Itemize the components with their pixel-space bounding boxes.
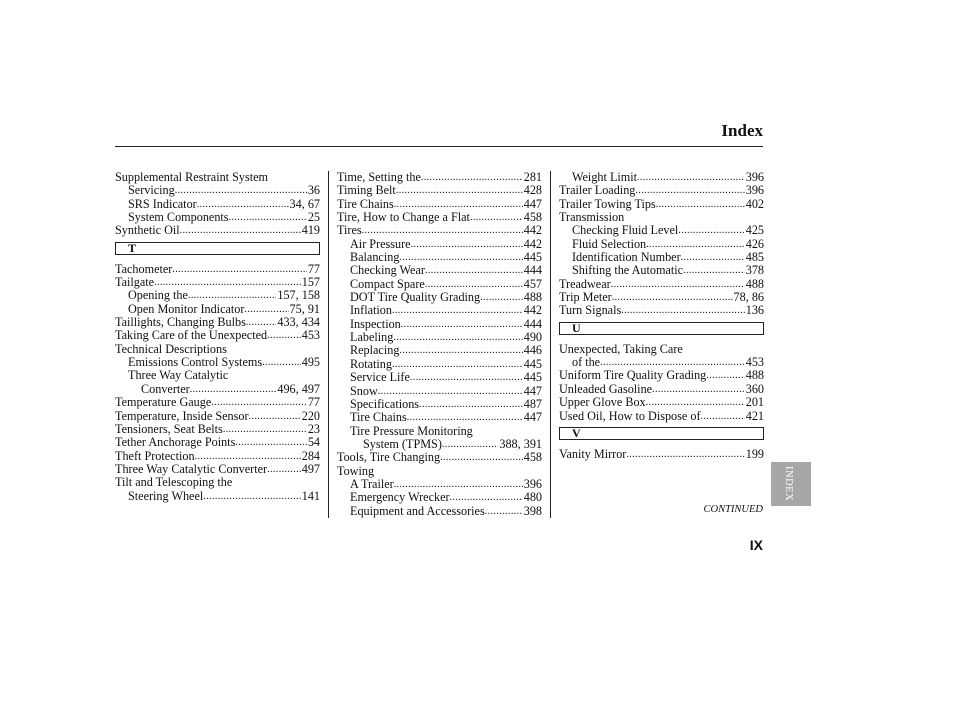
index-entry[interactable] [559, 278, 764, 291]
index-entry[interactable] [337, 438, 542, 451]
entry-term: Identification Number [572, 250, 681, 265]
index-entry[interactable] [115, 423, 320, 436]
entry-term: Trip Meter [559, 290, 612, 305]
index-entry[interactable] [337, 478, 542, 491]
index-entry[interactable] [559, 264, 764, 277]
dot-leader [195, 450, 301, 463]
index-entry[interactable] [559, 251, 764, 264]
dot-leader [399, 344, 522, 357]
dot-leader [450, 491, 523, 504]
entry-page: 426 [745, 236, 764, 251]
index-column-1 [115, 171, 320, 503]
index-entry[interactable] [559, 238, 764, 251]
dot-leader [425, 264, 523, 277]
dot-leader [421, 171, 523, 184]
index-entry[interactable] [115, 303, 320, 316]
entry-term: Tachometer [115, 261, 173, 276]
entry-page: 77 [307, 395, 320, 410]
dot-leader [621, 304, 745, 317]
index-column-2 [337, 171, 542, 518]
entry-term: Emissions Control Systems [128, 355, 263, 370]
index-entry[interactable] [337, 371, 542, 384]
dot-leader [401, 318, 523, 331]
entry-term: Shifting the Automatic [572, 263, 684, 278]
entry-term: Tether Anchorage Points [115, 435, 236, 450]
index-entry[interactable] [115, 276, 320, 289]
index-entry[interactable] [559, 343, 764, 356]
entry-page: 77 [307, 261, 320, 276]
index-entry[interactable] [337, 491, 542, 504]
entry-term: System Components [128, 210, 229, 225]
entry-page: 398 [523, 503, 542, 518]
dot-leader [267, 329, 301, 342]
entry-page: 201 [745, 395, 764, 410]
entry-page: 442 [523, 223, 542, 238]
entry-term: Servicing [128, 183, 175, 198]
index-column-3 [559, 171, 764, 461]
entry-term: Balancing [350, 250, 400, 265]
entry-term: Synthetic Oil [115, 223, 180, 238]
entry-term: Unexpected, Taking Care [559, 341, 683, 356]
side-tab-label: INDEX [783, 466, 794, 502]
entry-term: Labeling [350, 330, 394, 345]
entry-page: 402 [745, 196, 764, 211]
entry-term: Rotating [350, 356, 392, 371]
entry-page: 34, 67 [289, 196, 320, 211]
index-entry[interactable] [115, 184, 320, 197]
index-entry[interactable] [337, 331, 542, 344]
index-entry[interactable] [337, 465, 542, 478]
entry-page: 447 [523, 410, 542, 425]
entry-term: Three Way Catalytic Converter [115, 461, 268, 476]
entry-page: 157, 158 [277, 288, 320, 303]
dot-leader [637, 171, 745, 184]
entry-term: Compact Spare [350, 276, 425, 291]
dot-leader [172, 263, 306, 276]
entry-page: 199 [745, 446, 764, 461]
entry-term: Inflation [350, 303, 392, 318]
entry-term: Fluid Selection [572, 236, 647, 251]
entry-term: Temperature, Inside Sensor [115, 408, 249, 423]
index-entry[interactable] [115, 171, 320, 184]
dot-leader [701, 410, 745, 423]
dot-leader [223, 423, 307, 436]
column-divider [550, 171, 551, 518]
entry-term: Tire Chains [337, 196, 394, 211]
entry-page: 497 [301, 461, 320, 476]
dot-leader [600, 356, 745, 369]
entry-term: Snow [350, 383, 378, 398]
entry-page: 281 [523, 170, 542, 184]
dot-leader [678, 224, 744, 237]
dot-leader [440, 451, 523, 464]
entry-page: 396 [745, 183, 764, 198]
entry-term: Converter [141, 381, 190, 396]
entry-term: Uniform Tire Quality Grading [559, 368, 707, 383]
entry-term: Open Monitor Indicator [128, 301, 245, 316]
index-entry[interactable] [337, 385, 542, 398]
section-header: U [559, 322, 764, 335]
entry-term: System (TPMS) [363, 436, 442, 451]
entry-page: 445 [523, 370, 542, 385]
entry-page: 444 [523, 316, 542, 331]
dot-leader [470, 211, 523, 224]
entry-term: Transmission [559, 210, 625, 225]
index-entry[interactable] [337, 318, 542, 331]
dot-leader [635, 184, 744, 197]
entry-term: Supplemental Restraint System [115, 170, 269, 184]
entry-page: 444 [523, 263, 542, 278]
index-entry[interactable] [337, 264, 542, 277]
index-entry[interactable] [559, 184, 764, 197]
entry-term: Tire, How to Change a Flat [337, 210, 470, 225]
entry-page: 480 [523, 490, 542, 505]
dot-leader [197, 198, 289, 211]
entry-term: Timing Belt [337, 183, 396, 198]
entry-page: 220 [301, 408, 320, 423]
dot-leader [246, 316, 277, 329]
page-number: IX [749, 537, 763, 553]
dot-leader [244, 303, 288, 316]
entry-term: DOT Tire Quality Grading [350, 290, 481, 305]
entry-page: 360 [745, 381, 764, 396]
index-entry[interactable] [115, 289, 320, 302]
entry-page: 425 [745, 223, 764, 238]
page-title: Index [721, 121, 763, 140]
entry-page: 36 [307, 183, 320, 198]
entry-page: 495 [301, 355, 320, 370]
index-entry[interactable] [559, 356, 764, 369]
entry-page: 446 [523, 343, 542, 358]
index-entry[interactable] [115, 410, 320, 423]
entry-page: 490 [523, 330, 542, 345]
dot-leader [175, 184, 307, 197]
title-rule [115, 146, 763, 147]
entry-page: 442 [523, 303, 542, 318]
entry-term: Towing [337, 463, 375, 478]
entry-page: 388, 391 [499, 436, 542, 451]
entry-term: Replacing [350, 343, 400, 358]
dot-leader [394, 478, 523, 491]
dot-leader [646, 238, 745, 251]
index-entry[interactable] [115, 224, 320, 237]
dot-leader [393, 331, 522, 344]
dot-leader [394, 198, 523, 211]
index-entry[interactable] [115, 198, 320, 211]
dot-leader [419, 398, 523, 411]
entry-term: Turn Signals [559, 303, 622, 318]
dot-leader [267, 463, 301, 476]
column-divider [328, 171, 329, 518]
entry-term: Temperature Gauge [115, 395, 212, 410]
index-entry[interactable] [337, 505, 542, 518]
index-entry[interactable] [115, 383, 320, 396]
index-entry[interactable] [337, 211, 542, 224]
index-entry[interactable] [115, 396, 320, 409]
dot-leader [362, 224, 523, 237]
entry-term: Tires [337, 223, 362, 238]
index-entry[interactable] [559, 304, 764, 317]
entry-page: 458 [523, 450, 542, 465]
entry-term: Unleaded Gasoline [559, 381, 653, 396]
index-entry[interactable] [115, 329, 320, 342]
entry-term: Taillights, Changing Bulbs [115, 315, 246, 330]
dot-leader [480, 291, 523, 304]
entry-page: 284 [301, 448, 320, 463]
entry-term: Trailer Towing Tips [559, 196, 656, 211]
dot-leader [706, 369, 744, 382]
entry-page: 428 [523, 183, 542, 198]
index-entry[interactable] [115, 463, 320, 476]
dot-leader [411, 238, 523, 251]
entry-term: of the [572, 355, 601, 370]
index-entry[interactable] [337, 358, 542, 371]
dot-leader [611, 278, 745, 291]
entry-term: Air Pressure [350, 236, 411, 251]
entry-page: 447 [523, 196, 542, 211]
index-entry[interactable] [115, 316, 320, 329]
index-entry[interactable] [115, 343, 320, 356]
dot-leader [626, 448, 744, 461]
section-header: T [115, 242, 320, 255]
entry-page: 496, 497 [277, 381, 320, 396]
index-entry[interactable] [559, 224, 764, 237]
dot-leader [392, 304, 523, 317]
dot-leader [681, 251, 745, 264]
entry-term: Trailer Loading [559, 183, 636, 198]
entry-term: Treadwear [559, 276, 611, 291]
index-entry[interactable] [337, 451, 542, 464]
entry-term: Weight Limit [572, 170, 638, 184]
index-entry[interactable] [559, 369, 764, 382]
entry-term: Opening the [128, 288, 188, 303]
entry-page: 157 [301, 275, 320, 290]
entry-page: 25 [307, 210, 320, 225]
index-entry[interactable] [115, 476, 320, 489]
entry-page: 488 [745, 276, 764, 291]
entry-page: 445 [523, 356, 542, 371]
entry-page: 378 [745, 263, 764, 278]
entry-page: 458 [523, 210, 542, 225]
entry-term: Tilt and Telescoping the [115, 475, 233, 490]
entry-page: 485 [745, 250, 764, 265]
dot-leader [378, 385, 523, 398]
index-entry[interactable] [337, 344, 542, 357]
entry-term: Tensioners, Seat Belts [115, 421, 223, 436]
entry-term: Service Life [350, 370, 410, 385]
entry-page: 453 [745, 355, 764, 370]
section-header: V [559, 427, 764, 440]
entry-term: Theft Protection [115, 448, 195, 463]
entry-term: Emergency Wrecker [350, 490, 450, 505]
entry-term: Inspection [350, 316, 401, 331]
entry-page: 487 [523, 396, 542, 411]
entry-page: 136 [745, 303, 764, 318]
dot-leader [407, 411, 523, 424]
dot-leader [235, 436, 306, 449]
dot-leader [442, 438, 498, 451]
dot-leader [180, 224, 301, 237]
entry-term: Specifications [350, 396, 420, 411]
index-entry[interactable] [337, 198, 542, 211]
dot-leader [188, 289, 276, 302]
dot-leader [229, 211, 307, 224]
index-entry[interactable] [559, 448, 764, 461]
entry-page: 445 [523, 250, 542, 265]
entry-term: Time, Setting the [337, 170, 421, 184]
index-entry[interactable] [115, 369, 320, 382]
entry-page: 396 [523, 476, 542, 491]
entry-term: Tailgate [115, 275, 155, 290]
entry-term: A Trailer [350, 476, 394, 491]
entry-term: Tools, Tire Changing [337, 450, 441, 465]
index-entry[interactable] [115, 356, 320, 369]
entry-term: Technical Descriptions [115, 341, 227, 356]
entry-page: 488 [523, 290, 542, 305]
dot-leader [211, 396, 307, 409]
dot-leader [396, 184, 523, 197]
dot-leader [399, 251, 522, 264]
entry-page: 453 [301, 328, 320, 343]
index-entry[interactable] [337, 238, 542, 251]
entry-page: 75, 91 [289, 301, 320, 316]
index-entry[interactable] [115, 450, 320, 463]
entry-page: 141 [301, 488, 320, 503]
entry-page: 442 [523, 236, 542, 251]
index-entry[interactable] [115, 436, 320, 449]
index-entry[interactable] [115, 263, 320, 276]
index-entry[interactable] [559, 291, 764, 304]
entry-term: Taking Care of the Unexpected [115, 328, 268, 343]
entry-term: Tire Pressure Monitoring [350, 423, 473, 438]
index-entry[interactable] [337, 224, 542, 237]
index-entry[interactable] [337, 251, 542, 264]
index-entry[interactable] [559, 396, 764, 409]
continued-note: CONTINUED [703, 504, 763, 515]
dot-leader [656, 198, 745, 211]
dot-leader [410, 371, 523, 384]
entry-term: Three Way Catalytic [128, 368, 229, 383]
entry-term: Steering Wheel [128, 488, 204, 503]
index-entry[interactable] [337, 304, 542, 317]
index-entry[interactable] [337, 411, 542, 424]
index-entry[interactable] [559, 171, 764, 184]
entry-term: Used Oil, How to Dispose of [559, 408, 701, 423]
index-entry[interactable] [337, 171, 542, 184]
dot-leader [485, 505, 523, 518]
entry-term: Tire Chains [350, 410, 407, 425]
entry-page: 419 [301, 223, 320, 238]
entry-page: 421 [745, 408, 764, 423]
entry-page: 23 [307, 421, 320, 436]
dot-leader [154, 276, 301, 289]
index-entry[interactable] [559, 383, 764, 396]
dot-leader [249, 410, 301, 423]
entry-term: Upper Glove Box [559, 395, 646, 410]
index-entry[interactable] [559, 410, 764, 423]
entry-page: 396 [745, 170, 764, 184]
entry-page: 488 [745, 368, 764, 383]
index-entry[interactable] [337, 184, 542, 197]
entry-page: 433, 434 [277, 315, 320, 330]
dot-leader [190, 383, 277, 396]
dot-leader [425, 278, 523, 291]
entry-term: Equipment and Accessories [350, 503, 485, 518]
index-entry[interactable] [337, 291, 542, 304]
index-entry[interactable] [337, 398, 542, 411]
index-side-tab[interactable] [771, 462, 811, 506]
entry-page: 447 [523, 383, 542, 398]
dot-leader [392, 358, 523, 371]
entry-term: Vanity Mirror [559, 446, 627, 461]
entry-term: SRS Indicator [128, 196, 197, 211]
entry-term: Checking Fluid Level [572, 223, 679, 238]
entry-page: 457 [523, 276, 542, 291]
dot-leader [203, 490, 300, 503]
index-entry[interactable] [559, 211, 764, 224]
index-entry[interactable] [115, 211, 320, 224]
entry-page: 54 [307, 435, 320, 450]
dot-leader [652, 383, 745, 396]
dot-leader [612, 291, 733, 304]
index-entry[interactable] [115, 490, 320, 503]
dot-leader [262, 356, 301, 369]
index-entry[interactable] [559, 198, 764, 211]
entry-page: 78, 86 [733, 290, 764, 305]
dot-leader [646, 396, 745, 409]
entry-term: Checking Wear [350, 263, 425, 278]
index-entry[interactable] [337, 425, 542, 438]
index-entry[interactable] [337, 278, 542, 291]
dot-leader [683, 264, 745, 277]
